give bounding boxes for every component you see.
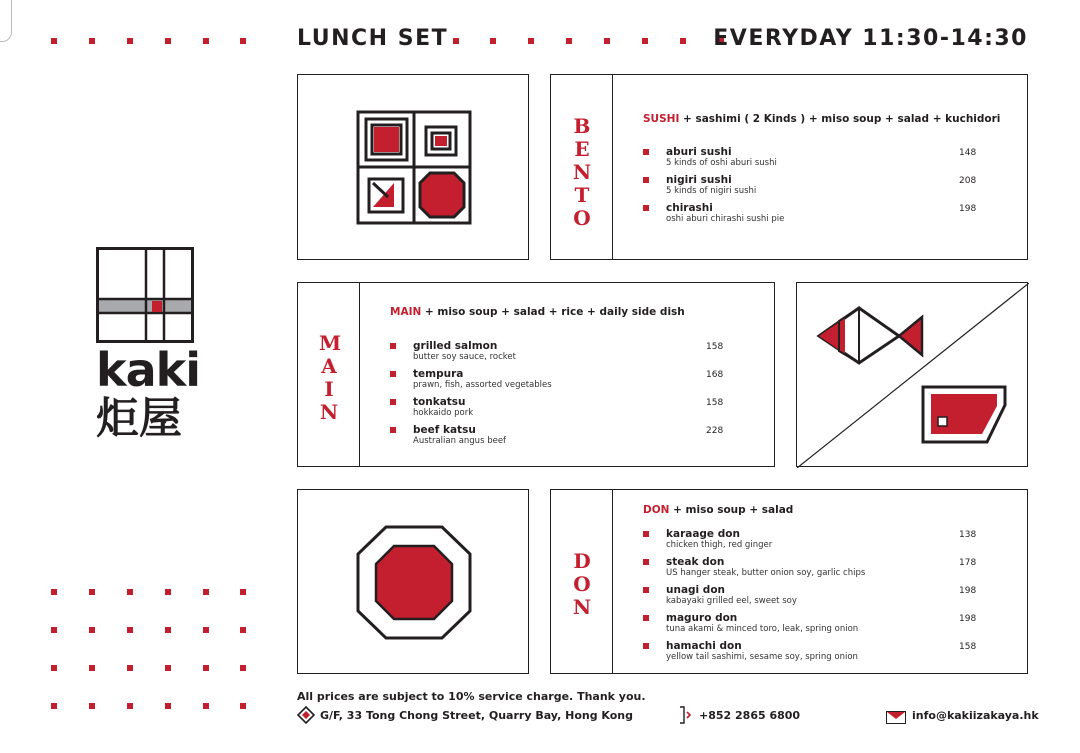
logo-name: kaki (96, 343, 200, 397)
sushi-pieces-icon (298, 75, 530, 261)
bento-subheading: SUSHI + sashimi ( 2 Kinds ) + miso soup + salad + kuchidori (643, 113, 1001, 125)
main-section: M A I N MAIN + miso soup + salad + rice + daily side dish grilled salmon butter soy sauce, rocket 158 tempura prawn, fish, assorted vegetables 168 tonkatsu hokkaido pork 158 beef katsu Australian angus beef 228 (297, 282, 775, 467)
logo-mark-icon (96, 247, 194, 343)
maki-roll-icon (298, 490, 530, 675)
sushi-illustration-panel (297, 74, 529, 260)
phone-number[interactable]: +852 2865 6800 (699, 709, 801, 722)
bento-vertical-label: B E N T O (572, 114, 592, 230)
email-address[interactable]: info@kakiizakaya.hk (912, 709, 1039, 722)
corner-mark (0, 0, 12, 42)
kaki-logo (96, 247, 200, 447)
main-subheading: MAIN + miso soup + salad + rice + daily side dish (390, 306, 685, 318)
fish-illustration-panel (796, 282, 1028, 467)
don-section: D O N DON + miso soup + salad karaage don chicken thigh, red ginger 138 steak don US hanger steak, butter onion soy, garlic chips 178 unagi don kabayaki grilled eel, sweet soy 198 maguro don tuna akami & minced toro, leak, spring onion 198 hamachi don yellow tail sashimi, sesame soy, spring onion 158 (550, 489, 1028, 674)
don-subheading: DON + miso soup + salad (643, 504, 794, 516)
address-text: G/F, 33 Tong Chong Street, Quarry Bay, Hong Kong (320, 709, 634, 722)
location-icon (297, 706, 315, 724)
service-charge-note: All prices are subject to 10% service charge. Thank you. (297, 690, 646, 703)
don-vertical-label: D O N (572, 549, 592, 619)
phone-icon (678, 706, 694, 724)
email-icon (886, 709, 906, 722)
bento-section: B E N T O SUSHI + sashimi ( 2 Kinds ) + miso soup + salad + kuchidori aburi sushi 5 kinds of oshi aburi sushi 148 nigiri sushi 5 kinds of nigiri sushi 208 chirashi oshi aburi chirashi sushi pie 198 (550, 74, 1028, 260)
menu-title: LUNCH SET (297, 26, 449, 51)
maki-illustration-panel (297, 489, 529, 674)
fish-and-steak-icon (797, 283, 1029, 468)
main-vertical-label: M A I N (319, 331, 342, 424)
opening-hours: EVERYDAY 11:30-14:30 (713, 26, 1028, 51)
logo-chinese: 炬屋 (96, 394, 182, 444)
